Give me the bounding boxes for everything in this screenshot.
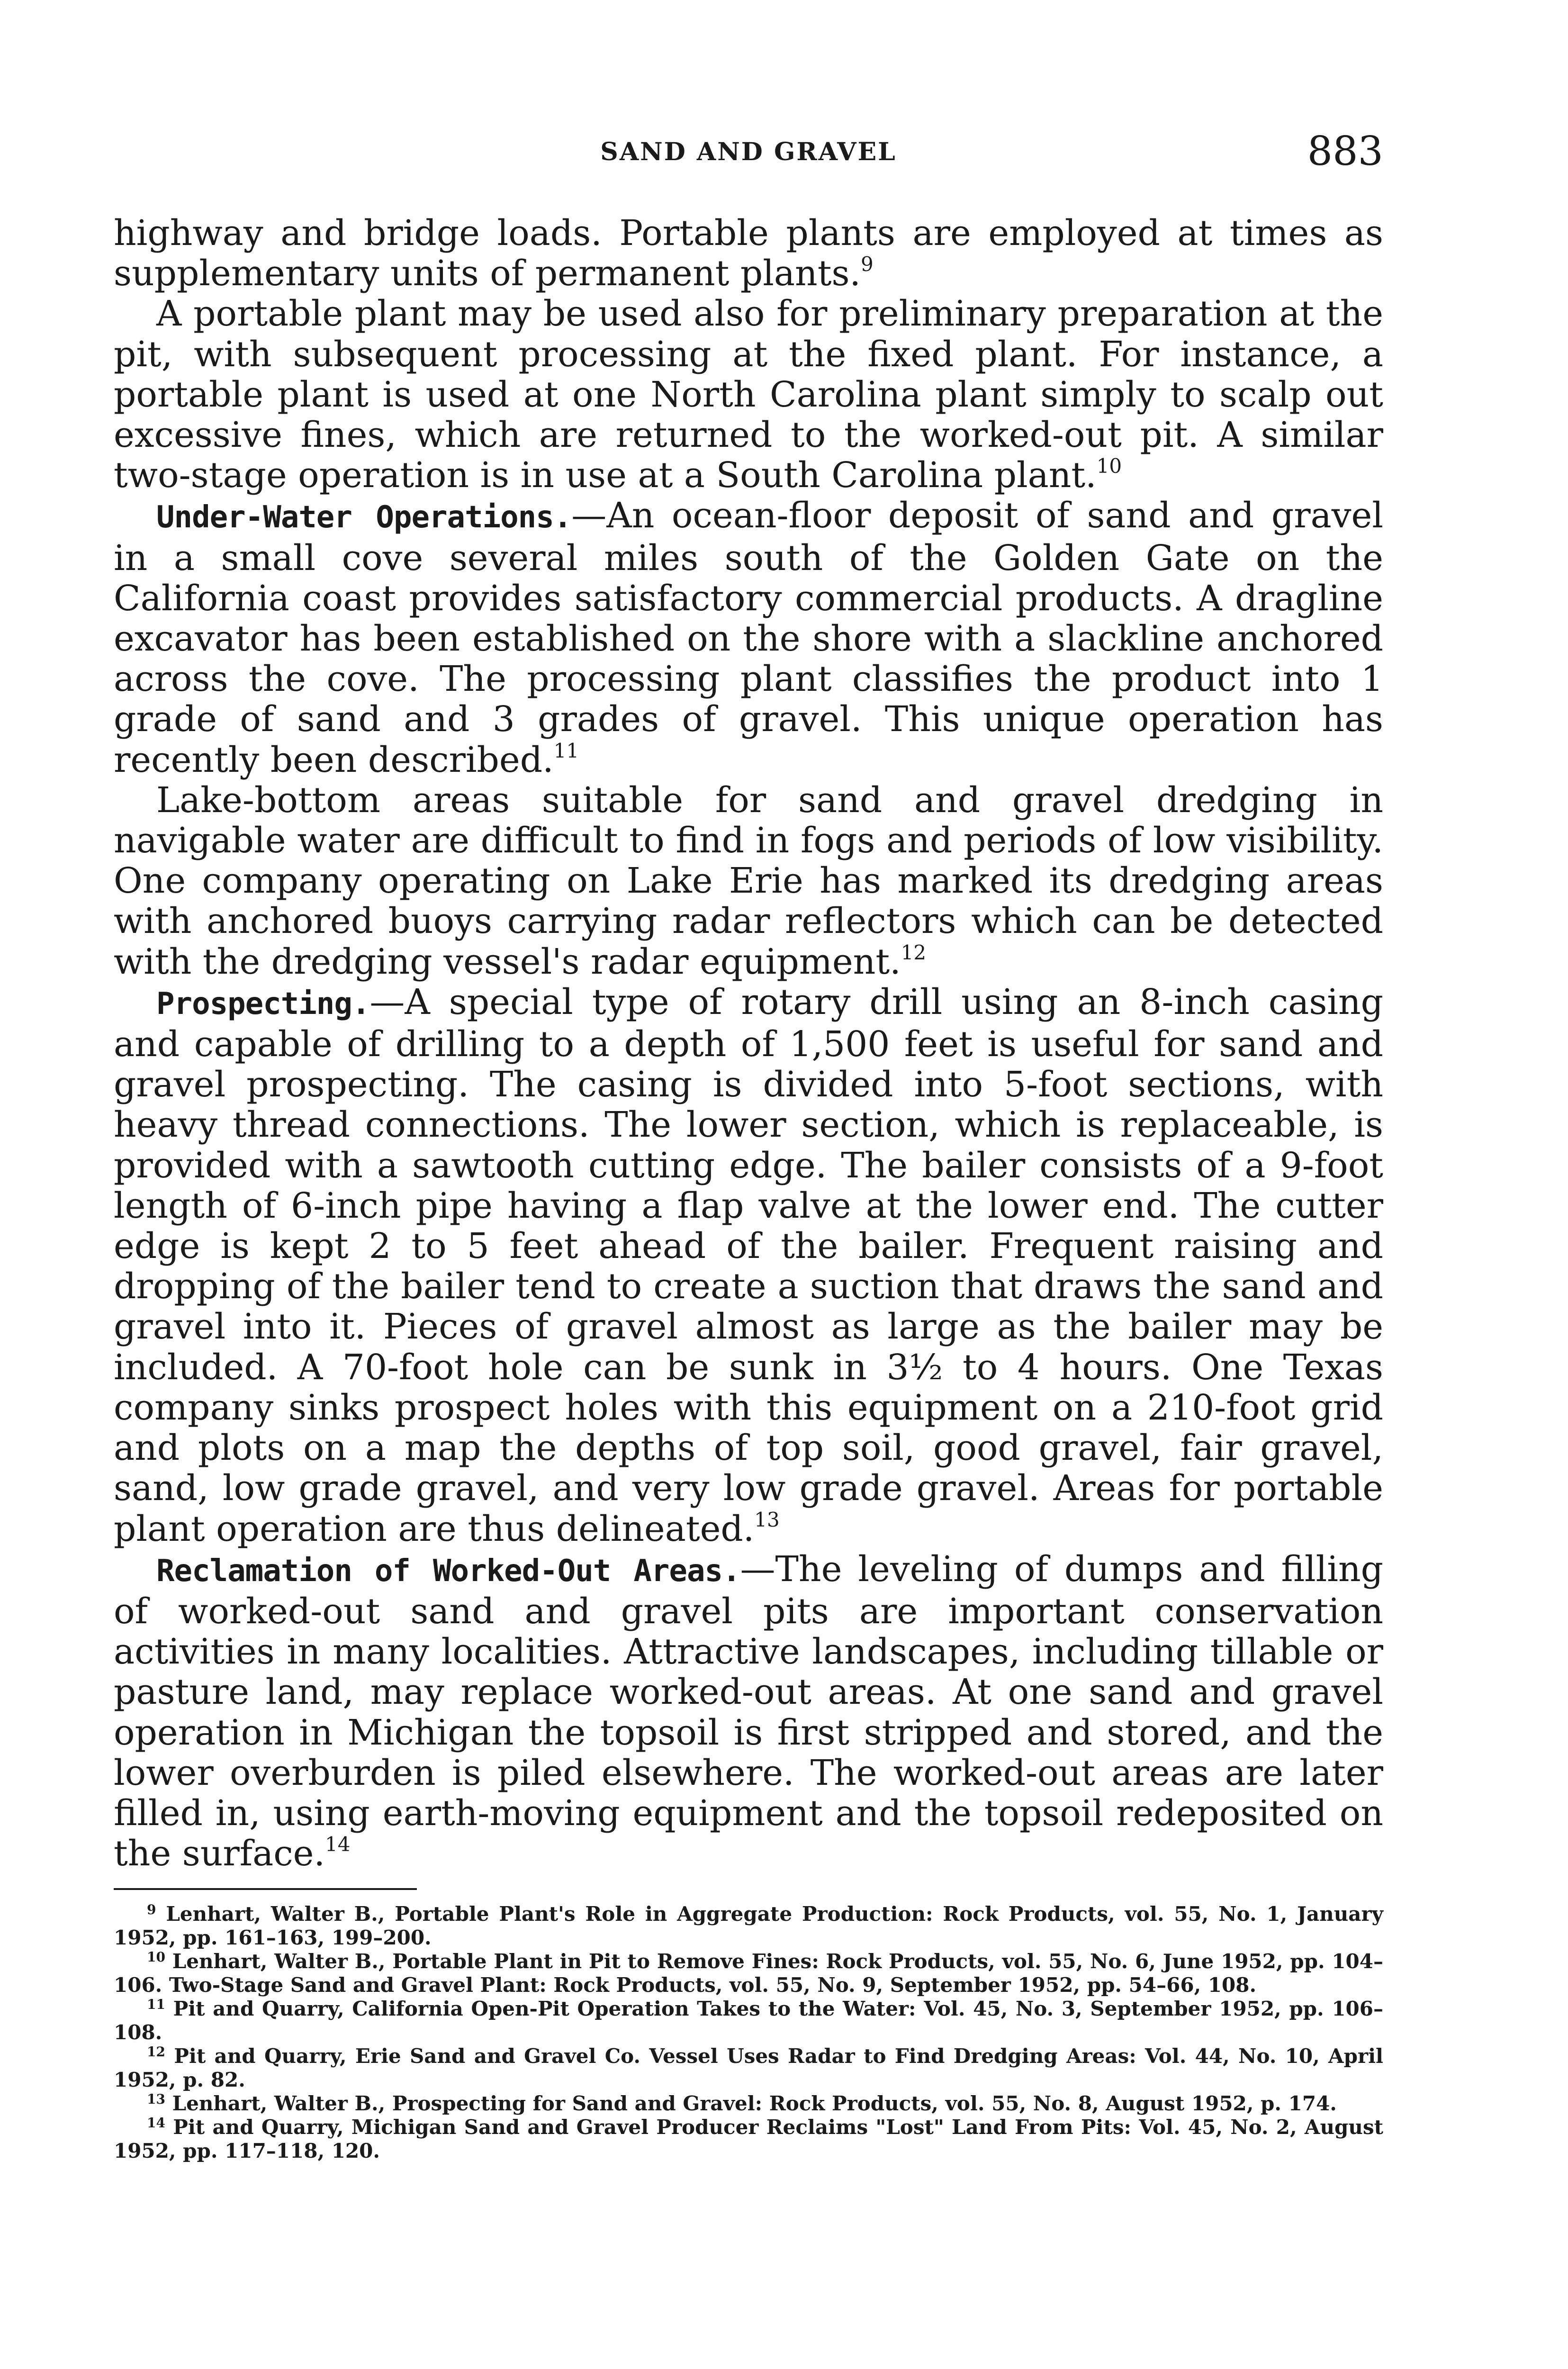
footnote (114, 2116, 1383, 2163)
paragraph-text: —The leveling of dumps and filling of worked-out sand and gravel pits are important conservation activities in many localities. Attractive landscapes, including tillable or pasture land, may replace worked-out areas. At one sand and gravel operation in Michigan the topsoil is first stripped and stored, and the lower overburden is piled elsewhere. The worked-out areas are later filled in, using earth-moving equipment and the topsoil redeposited on the surface. (114, 1548, 1383, 1874)
footnote-text: Pit and Quarry, California Open-Pit Operation Takes to the Water: Vol. 45, No. 3, September 1952, pp. 106–108. (114, 1997, 1383, 2044)
paragraph (114, 213, 1383, 294)
page-header (114, 128, 1383, 180)
footnote-reference: 9 (860, 253, 874, 276)
paragraph (114, 1549, 1383, 1874)
paragraph (114, 780, 1383, 982)
paragraph-text: —A special type of rotary drill using an 8-inch casing and capable of drilling to a depth of 1,500 feet is useful for sand and gravel prospecting. The casing is divided into 5-foot sections, with heavy thread connections. The lower section, which is replaceable, is provided with a sawtooth cutting edge. The bailer consists of a 9-foot length of 6-inch pipe having a flap valve at the lower end. The cutter edge is kept 2 to 5 feet ahead of the bailer. Frequent raising and dropping of the bailer tend to create a suction that draws the sand and gravel into it. Pieces of gravel almost as large as the bailer may be included. A 70-foot hole can be sunk in 3½ to 4 hours. One Texas company sinks prospect holes with this equipment on a 210-foot grid and plots on a map the depths of top soil, good gravel, fair gravel, sand, low grade gravel, and very low grade gravel. Areas for portable plant operation are thus delineated. (114, 981, 1383, 1549)
footnote-reference: 12 (901, 940, 927, 964)
footnote (114, 1997, 1383, 2044)
footnote-mark: 9 (147, 1902, 156, 1917)
footnote-reference: 11 (553, 739, 579, 762)
footnote-text: Lenhart, Walter B., Portable Plant in Pit to Remove Fines: Rock Products, vol. 55, No. 6, June 1952, pp. 104–106. Two-Stage Sand and Gravel Plant: Rock Products, vol. 55, No. 9, September 1952, pp. 54–66, 108. (114, 1950, 1383, 1997)
paragraph-text: Lake-bottom areas suitable for sand and gravel dredging in navigable water are difficult to find in fogs and periods of low visibility. One company operating on Lake Erie has marked its dredging areas with anchored buoys carrying radar reflectors which can be detected with the dredging vessel's radar equipment. (114, 779, 1383, 982)
footnote-text: Lenhart, Walter B., Prospecting for Sand and Gravel: Rock Products, vol. 55, No. 8, August 1952, p. 174. (172, 2092, 1337, 2115)
footnote-reference: 14 (325, 1833, 351, 1856)
footnote-reference: 13 (754, 1508, 780, 1531)
paragraph (114, 496, 1383, 780)
paragraph (114, 982, 1383, 1549)
footnote-mark: 12 (147, 2044, 165, 2060)
body-text (114, 213, 1383, 1874)
footnote-mark: 13 (147, 2091, 165, 2107)
page-number: 883 (1307, 128, 1383, 174)
section-heading: Under-Water Operations. (156, 500, 572, 535)
paragraph-text: —An ocean-floor deposit of sand and gravel in a small cove several miles south of the Golden Gate on the California coast provides satisfactory commercial products. A dragline excavator has been established on the shore with a slackline anchored across the cove. The processing plant classifies the product into 1 grade of sand and 3 grades of gravel. This unique operation has recently been described. (114, 495, 1383, 780)
section-heading: Reclamation of Worked-Out Areas. (156, 1553, 740, 1589)
footnote (114, 2044, 1383, 2092)
paragraph-text: A portable plant may be used also for preliminary preparation at the pit, with subsequent processing at the fixed plant. For instance, a portable plant is used at one North Carolina plant simply to scalp out excessive fines, which are returned to the worked-out pit. A similar two-stage operation is in use at a South Carolina plant. (114, 293, 1383, 496)
paragraph-text: highway and bridge loads. Portable plants are employed at times as supplementary units of permanent plants. (114, 213, 1383, 294)
footnotes (114, 1902, 1383, 2163)
running-head: SAND AND GRAVEL (600, 137, 897, 166)
section-heading: Prospecting. (156, 986, 370, 1022)
paragraph (114, 294, 1383, 496)
footnote-text: Pit and Quarry, Michigan Sand and Gravel Producer Reclaims "Lost" Land From Pits: Vol. 45, No. 2, August 1952, pp. 117–118, 120. (114, 2116, 1384, 2162)
footnote-mark: 14 (147, 2115, 165, 2131)
footnote (114, 2092, 1383, 2116)
footnote-divider (114, 1888, 417, 1890)
footnote-mark: 11 (147, 1997, 165, 2012)
footnote (114, 1902, 1383, 1950)
footnote (114, 1950, 1383, 1997)
footnote-reference: 10 (1096, 454, 1122, 478)
footnote-text: Pit and Quarry, Erie Sand and Gravel Co. Vessel Uses Radar to Find Dredging Areas: Vol. 44, No. 10, April 1952, p. 82. (114, 2044, 1383, 2091)
footnote-text: Lenhart, Walter B., Portable Plant's Role in Aggregate Production: Rock Products, vol. 55, No. 1, January 1952, pp. 161–163, 199–200. (114, 1902, 1384, 1949)
footnote-mark: 10 (147, 1949, 165, 1965)
